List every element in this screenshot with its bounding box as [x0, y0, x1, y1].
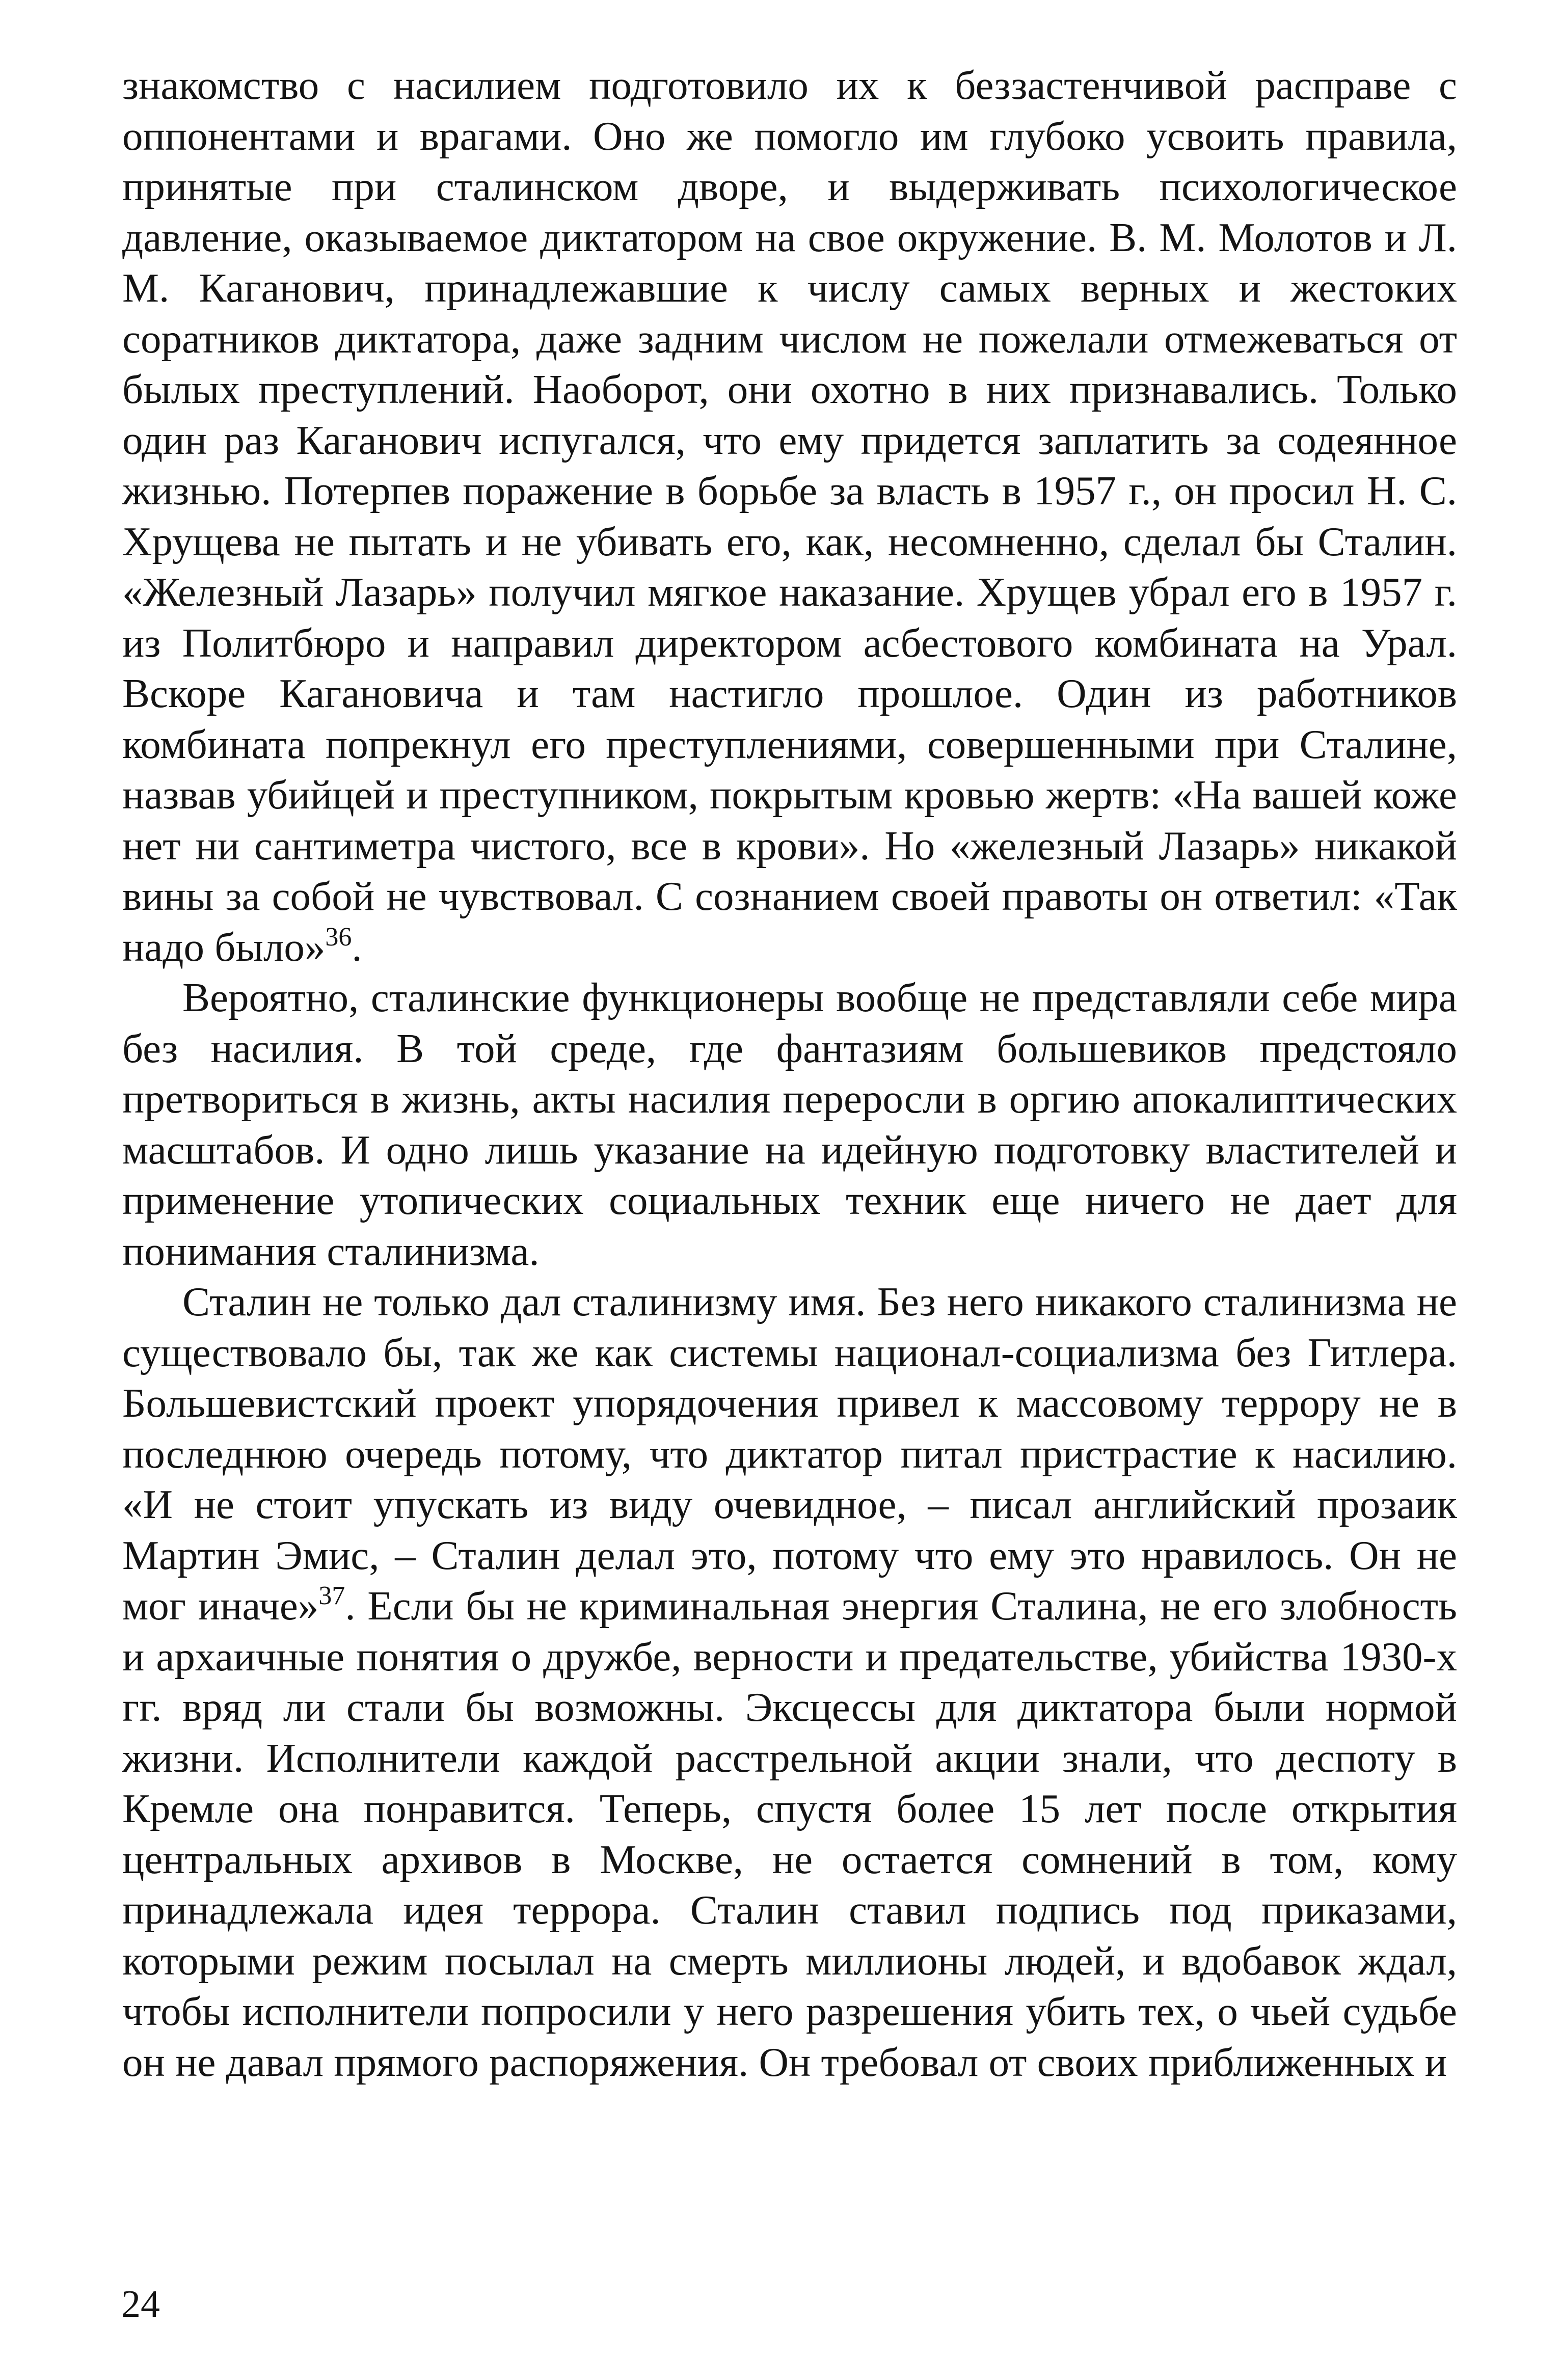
paragraph-2-text: Вероятно, сталинские функционеры вообще не представляли себе мира без насилия. В той среде, где фантазиям большевиков предстояло претвориться в жизнь, акты насилия переросли в оргию апокалиптических масштабов. И одно лишь указание на идейную подготовку властителей и применение утопических социальных техник еще ничего не дает для понимания сталинизма. [122, 975, 1457, 1274]
footnote-marker-37: 37 [318, 1581, 345, 1610]
footnote-marker-36: 36 [325, 922, 352, 952]
paragraph-2 [122, 972, 1457, 1277]
paragraph-3-text-after-note: . Если бы не криминальная энергия Сталина, не его злобность и архаичные понятия о дружбе, верности и предательстве, убийства 1930-х гг. вряд ли стали бы возможны. Эксцессы для диктатора были нормой жизни. Исполнители каждой расстрельной акции знали, что деспоту в Кремле она понравится. Теперь, спустя более 15 лет после открытия центральных архивов в Москве, не остается сомнений в том, кому принадлежала идея террора. Сталин ставил подпись под приказами, которыми режим посылал на смерть миллионы людей, и вдобавок ждал, чтобы исполнители попросили у него разрешения убить тех, о чьей судьбе он не давал прямого распоряжения. Он требовал от своих приближенных и [122, 1583, 1457, 2085]
paragraph-continued [122, 60, 1457, 972]
paragraph-1-tail: . [352, 924, 362, 970]
body-text [122, 60, 1457, 2088]
paragraph-3 [122, 1277, 1457, 2088]
page-number: 24 [121, 2283, 160, 2325]
paragraph-1-text: знакомство с насилием подготовило их к беззастенчивой расправе с оппонентами и врагами. Оно же помогло им глубоко усвоить правила, принятые при сталинском дворе, и выдерживать психологическое давление, оказываемое диктатором на свое окружение. В. М. Молотов и Л. М. Каганович, принадлежавшие к числу самых верных и жестоких соратников диктатора, даже задним числом не пожелали отмежеваться от былых преступлений. Наоборот, они охотно в них признавались. Только один раз Каганович испугался, что ему придется заплатить за содеянное жизнью. Потерпев поражение в борьбе за власть в 1957 г., он просил Н. С. Хрущева не пытать и не убивать его, как, несомненно, сделал бы Сталин. «Железный Лазарь» получил мягкое наказание. Хрущев убрал его в 1957 г. из Политбюро и направил директором асбестового комбината на Урал. Вскоре Кагановича и там настигло прошлое. Один из работников комбината попрекнул его преступлениями, совершенными при Сталине, назвав убийцей и преступником, покрытым кровью жертв: «На вашей коже нет ни сантиметра чистого, все в крови». Но «железный Лазарь» никакой вины за собой не чувствовал. С сознанием своей правоты он ответил: «Так надо было» [122, 62, 1457, 970]
paragraph-3-text-before-note: Сталин не только дал сталинизму имя. Без него никакого сталинизма не существовало бы, так же как системы национал-социализма без Гитлера. Большевистский проект упорядочения привел к массовому террору не в последнюю очередь потому, что диктатор питал пристрастие к насилию. «И не стоит упускать из виду очевидное, – писал английский прозаик Мартин Эмис, – Сталин делал это, потому что ему это нравилось. Он не мог иначе» [122, 1279, 1457, 1629]
